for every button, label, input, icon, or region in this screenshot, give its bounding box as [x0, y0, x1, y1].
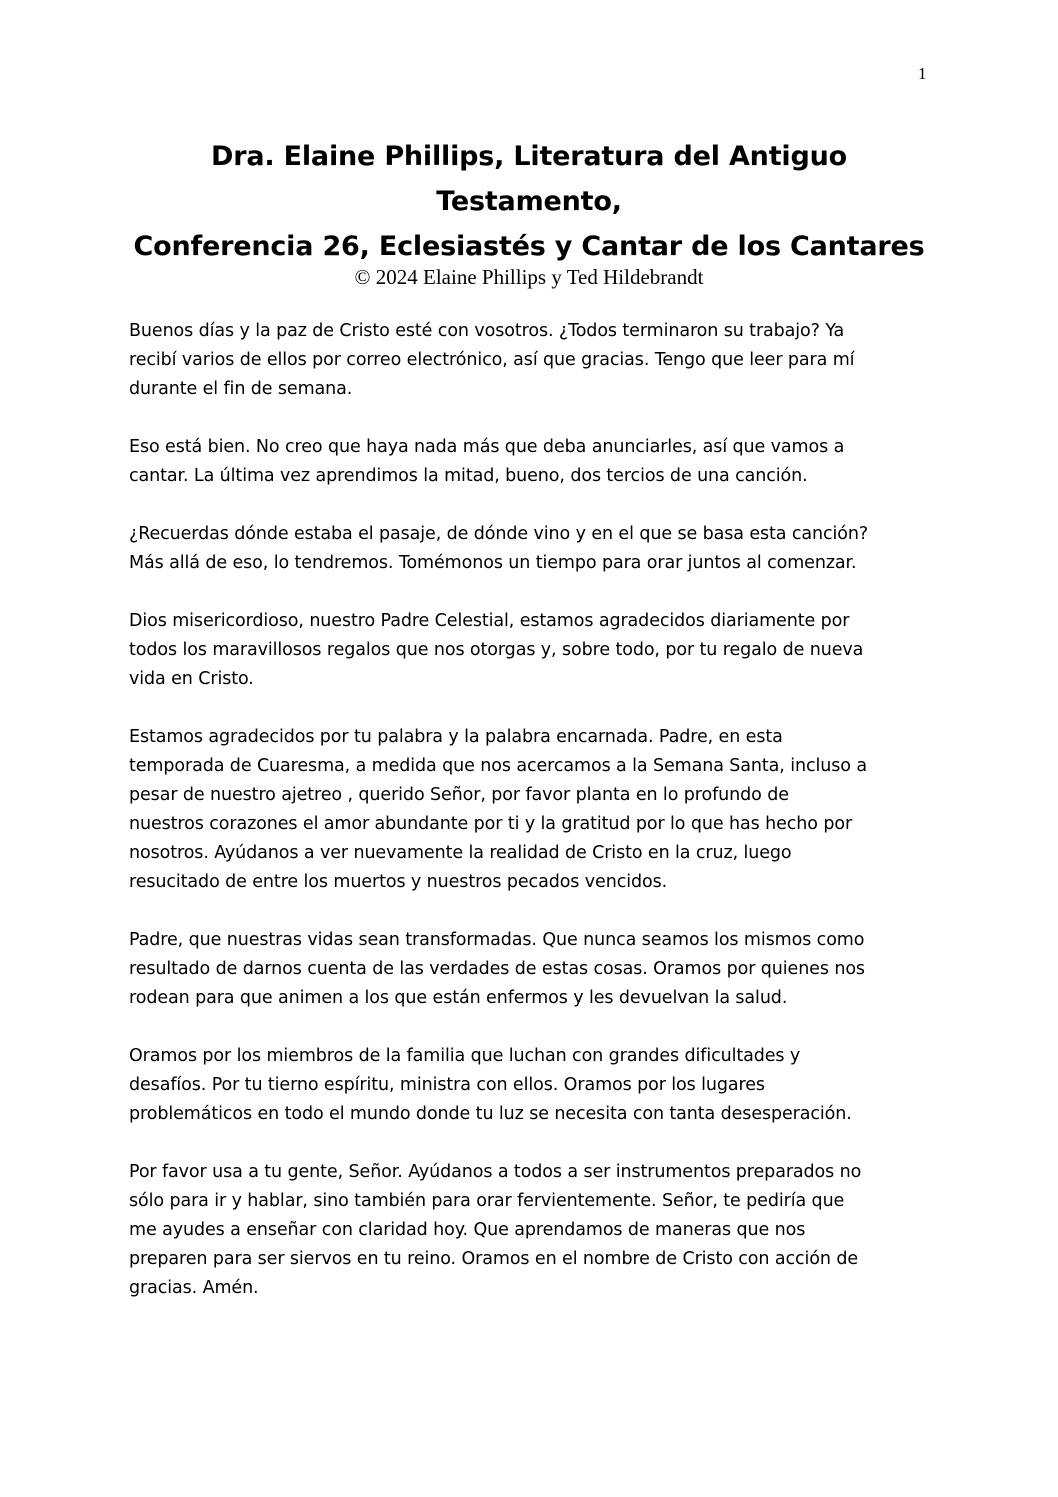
paragraph: Estamos agradecidos por tu palabra y la palabra encarnada. Padre, en esta temporada de Cuaresma, a medida que nos acercamos a la Semana Santa, incluso a pesar de nuestro ajetreo , querido Señor, por favor planta en lo profundo de nuestros corazones el amor abundante por ti y la gratitud por lo que has hecho por nosotros. Ayúdanos a ver nuevamente la realidad de Cristo en la cruz, luego resucitado de entre los muertos y nuestros pecados vencidos.: [129, 727, 867, 892]
paragraph: Padre, que nuestras vidas sean transformadas. Que nunca seamos los mismos como resultado de darnos cuenta de las verdades de estas cosas. Oramos por quienes nos rodean para que animen a los que están enfermos y les devuelvan la salud.: [129, 930, 865, 1008]
paragraph: Oramos por los miembros de la familia que luchan con grandes dificultades y desafíos. Por tu tierno espíritu, ministra con ellos. Oramos por los lugares problemáticos en todo el mundo donde tu luz se necesita con tanta desesperación.: [129, 1046, 852, 1124]
copyright-line: © 2024 Elaine Phillips y Ted Hildebrandt: [354, 265, 704, 289]
title-block: [100, 134, 958, 289]
paragraph: Buenos días y la paz de Cristo esté con vosotros. ¿Todos terminaron su trabajo? Ya recibí varios de ellos por correo electrónico, así que gracias. Tengo que leer para mí durante el fin de semana.: [129, 321, 855, 399]
paragraph: ¿Recuerdas dónde estaba el pasaje, de dónde vino y en el que se basa esta canción? Más allá de eso, lo tendremos. Tomémonos un tiempo para orar juntos al comenzar.: [129, 524, 869, 573]
paragraph: Eso está bien. No creo que haya nada más que deba anunciarles, así que vamos a cantar. La última vez aprendimos la mitad, bueno, dos tercios de una canción.: [129, 437, 845, 486]
paragraph: Dios misericordioso, nuestro Padre Celestial, estamos agradecidos diariamente por todos los maravillosos regalos que nos otorgas y, sobre todo, por tu regalo de nueva vida en Cristo.: [129, 611, 864, 689]
page-number: 1: [918, 64, 927, 83]
title-line-2: Testamento,: [436, 186, 622, 217]
title-line-1: Dra. Elaine Phillips, Literatura del Antiguo: [211, 141, 847, 172]
body-text: [129, 317, 929, 1332]
title-line-3: Conferencia 26, Eclesiastés y Cantar de los Cantares: [133, 231, 925, 262]
paragraph: Por favor usa a tu gente, Señor. Ayúdanos a todos a ser instrumentos preparados no sólo para ir y hablar, sino también para orar fervientemente. Señor, te pediría que me ayudes a enseñar con claridad hoy. Que aprendamos de maneras que nos preparen para ser siervos en tu reino. Oramos en el nombre de Cristo con acción de gracias. Amén.: [129, 1162, 862, 1298]
